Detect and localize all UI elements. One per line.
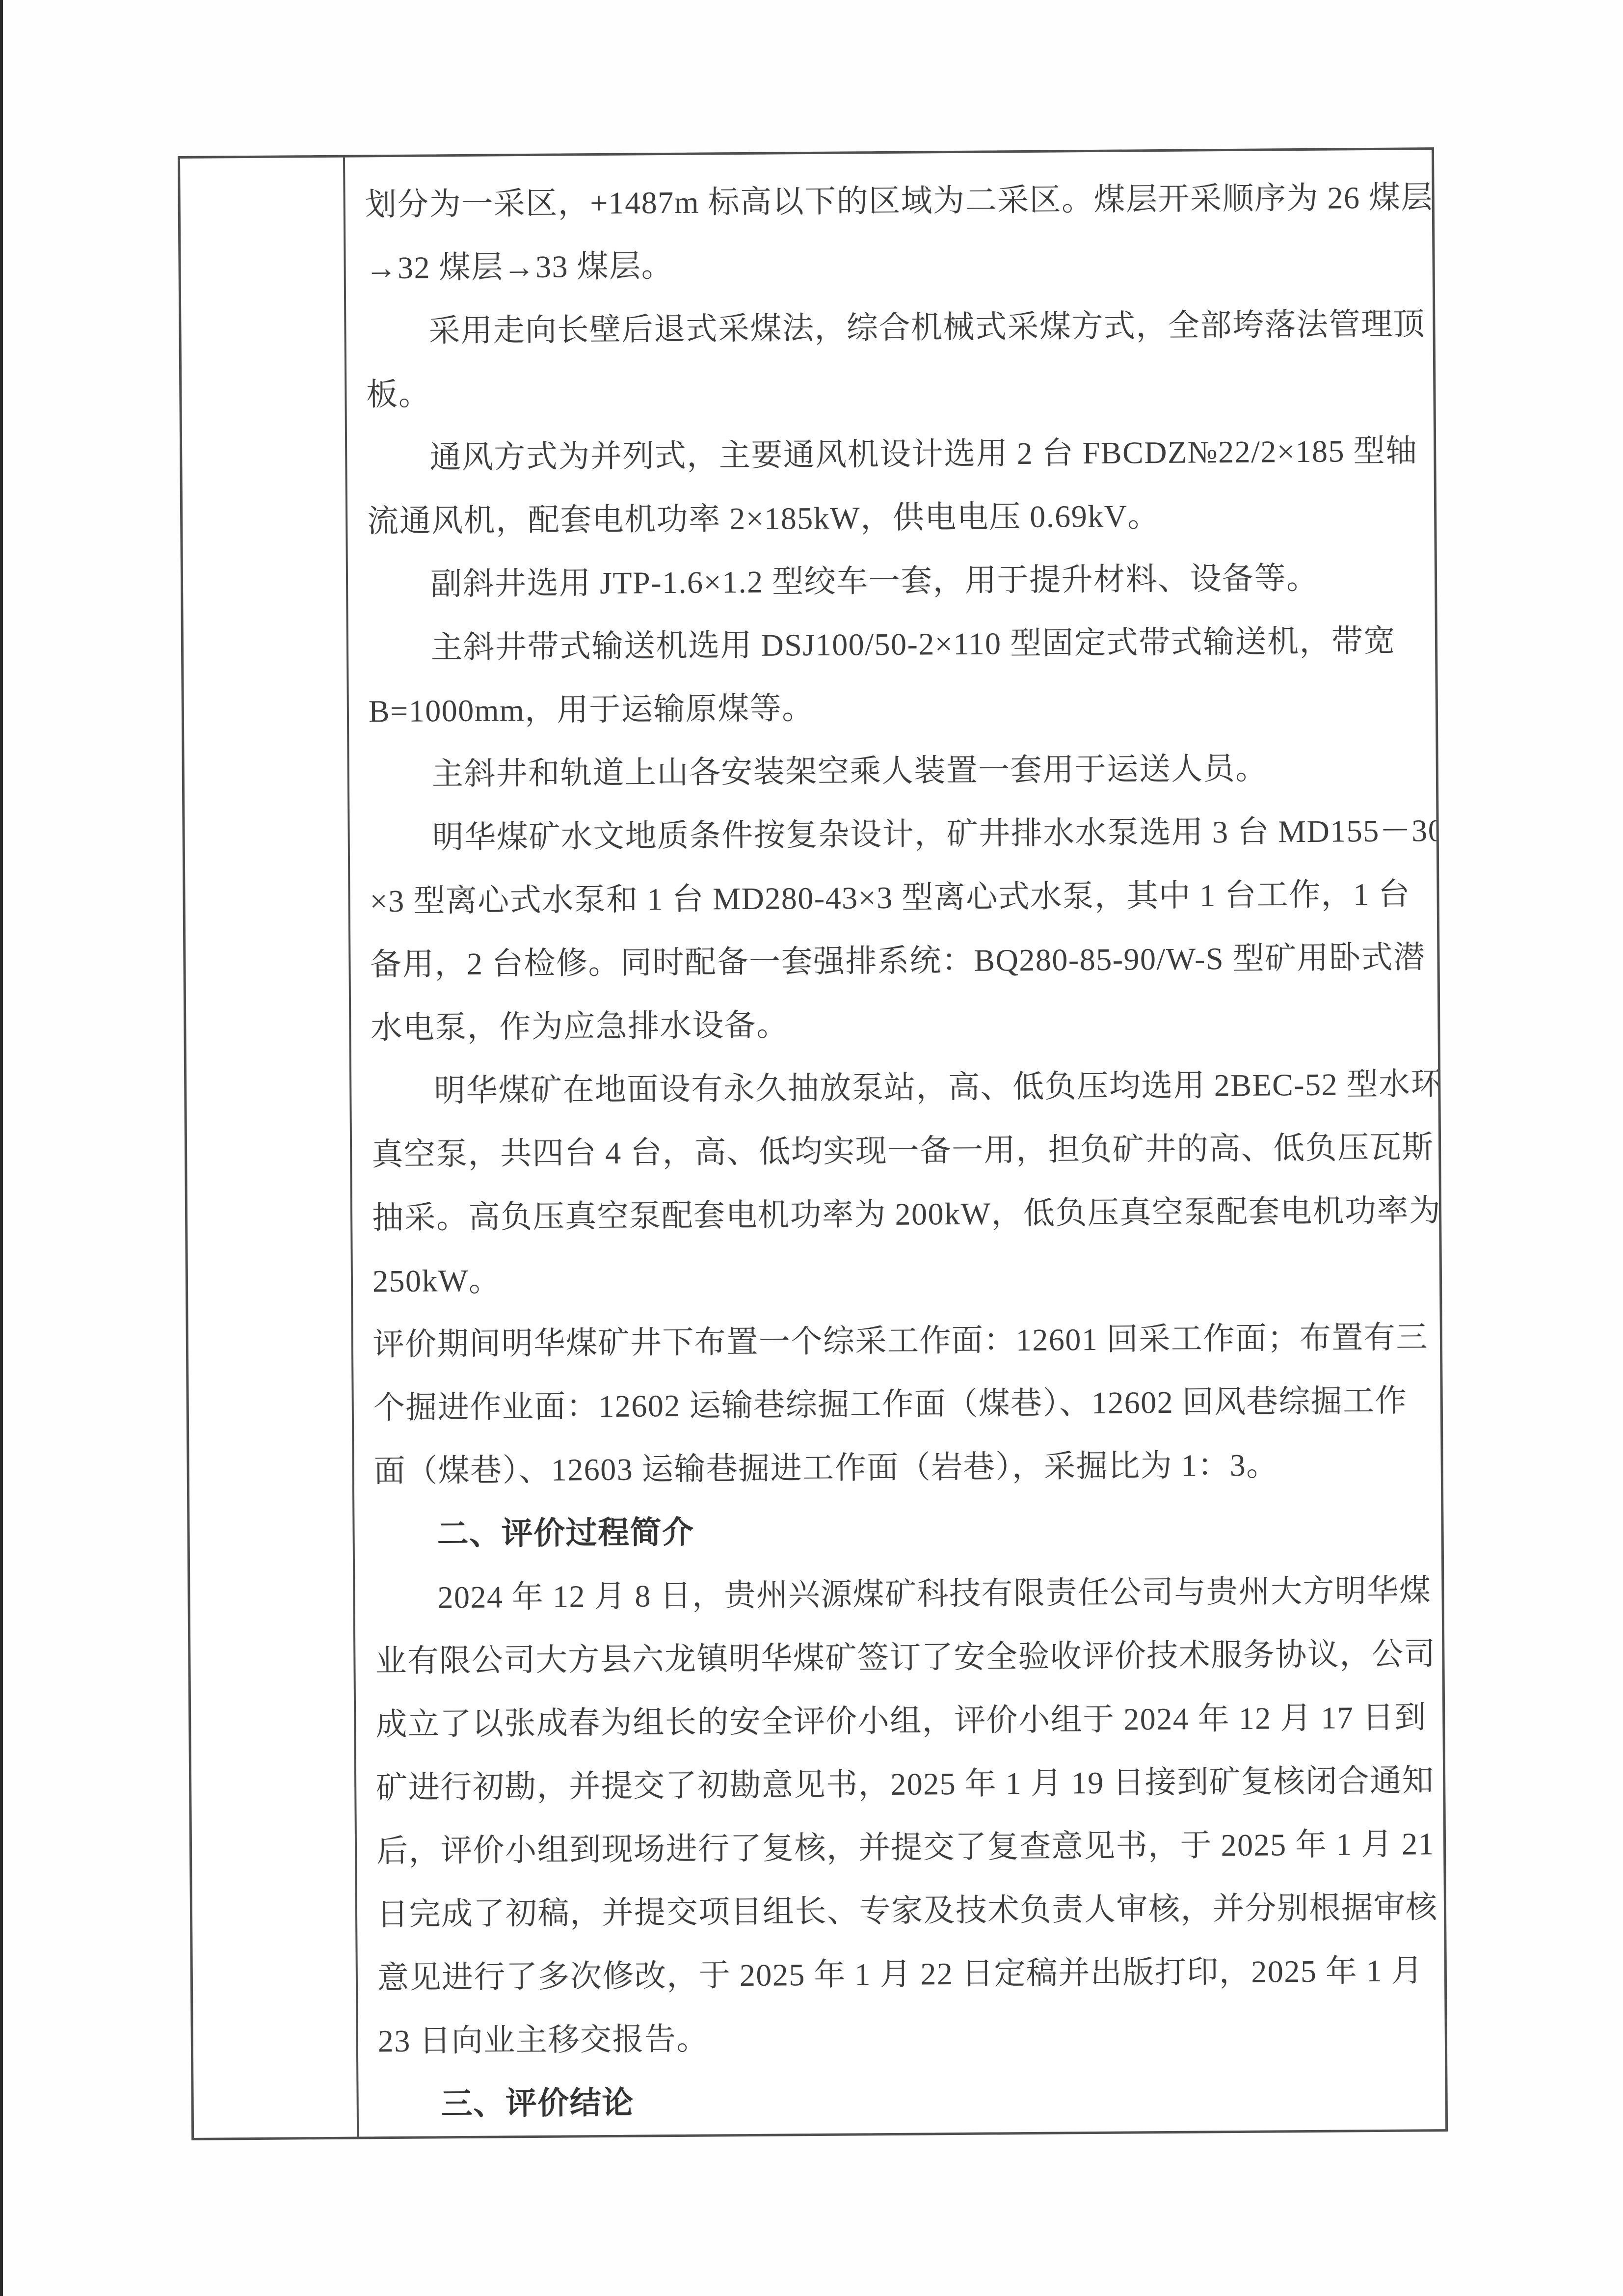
- text-line: 水电泵，作为应急排水设备。: [371, 1007, 789, 1046]
- text-line: 23 日向业主移交报告。: [377, 2021, 709, 2059]
- text-line: 250kW。: [372, 1263, 501, 1299]
- section-heading: 三、评价结论: [441, 2085, 634, 2122]
- text-line: 矿进行初勘，并提交了初勘意见书，2025 年 1 月 19 日接到矿复核闭合通知: [375, 1763, 1435, 1806]
- text-line: →32 煤层→33 煤层。: [365, 248, 674, 286]
- scan-edge-artifact: [0, 0, 3, 2296]
- text-line: 意见进行了多次修改，于 2025 年 1 月 22 日定稿并出版打印，2025 年 1 月: [377, 1953, 1424, 1996]
- text-line: 日完成了初稿，并提交项目组长、专家及技术负责人审核，并分别根据审核: [376, 1890, 1438, 1932]
- text-line: 2024 年 12 月 8 日，贵州兴源煤矿科技有限责任公司与贵州大方明华煤: [437, 1573, 1432, 1615]
- text-line: 板。: [366, 377, 431, 412]
- text-line: 抽采。高负压真空泵配套电机功率为 200kW，低负压真空泵配套电机功率为: [372, 1193, 1441, 1236]
- text-column: [345, 150, 1445, 2136]
- text-line: 划分为一采区，+1487m 标高以下的区域为二采区。煤层开采顺序为 26 煤层: [365, 180, 1434, 222]
- text-line: 主斜井带式输送机选用 DSJ100/50-2×110 型固定式带式输送机，带宽: [430, 623, 1396, 665]
- text-line: 真空泵，共四台 4 台，高、低均实现一备一用，担负矿井的高、低负压瓦斯: [371, 1130, 1434, 1172]
- text-line: 副斜井选用 JTP-1.6×1.2 型绞车一套，用于提升材料、设备等。: [430, 560, 1319, 602]
- text-line: 通风方式为并列式，主要通风机设计选用 2 台 FBCDZ№22/2×185 型轴: [429, 433, 1418, 475]
- text-line: ×3 型离心式水泵和 1 台 MD280-43×3 型离心式水泵，其中 1 台工作，1 台: [370, 876, 1410, 919]
- section-heading: 二、评价过程简介: [437, 1514, 694, 1552]
- text-line: 成立了以张成春为组长的安全评价小组，评价小组于 2024 年 12 月 17 日到: [375, 1700, 1427, 1742]
- text-line: 流通风机，配套电机功率 2×185kW，供电电压 0.69kV。: [367, 498, 1160, 539]
- text-line: 后，评价小组到现场进行了复核，并提交了复查意见书，于 2025 年 1 月 21: [376, 1826, 1435, 1869]
- text-line: B=1000mm，用于运输原煤等。: [368, 690, 814, 729]
- text-line: 个掘进作业面：12602 运输巷综掘工作面（煤巷）、12602 回风巷综掘工作: [373, 1383, 1408, 1426]
- text-line: 业有限公司大方县六龙镇明华煤矿签订了安全验收评价技术服务协议，公司: [375, 1636, 1437, 1679]
- text-line: 明华煤矿水文地质条件按复杂设计，矿井排水水泵选用 3 台 MD155－30: [432, 813, 1445, 855]
- text-line: 主斜井和轨道上山各安装架空乘人装置一套用于运送人员。: [431, 751, 1268, 792]
- text-line: 评价期间明华煤矿井下布置一个综采工作面：12601 回采工作面；布置有三: [372, 1320, 1429, 1362]
- text-line: 备用，2 台检修。同时配备一套强排系统：BQ280-85-90/W-S 型矿用卧式潜: [370, 940, 1426, 982]
- text-line: 采用走向长壁后退式采煤法，综合机械式采煤方式，全部垮落法管理顶: [428, 306, 1426, 349]
- text-line: 明华煤矿在地面设有永久抽放泵站，高、低负压均选用 2BEC-52 型水环: [434, 1066, 1443, 1108]
- text-line: 面（煤巷）、12603 运输巷掘进工作面（岩巷），采掘比为 1：3。: [373, 1447, 1278, 1489]
- document-table: [178, 147, 1448, 2140]
- table-left-cell: [180, 158, 359, 2138]
